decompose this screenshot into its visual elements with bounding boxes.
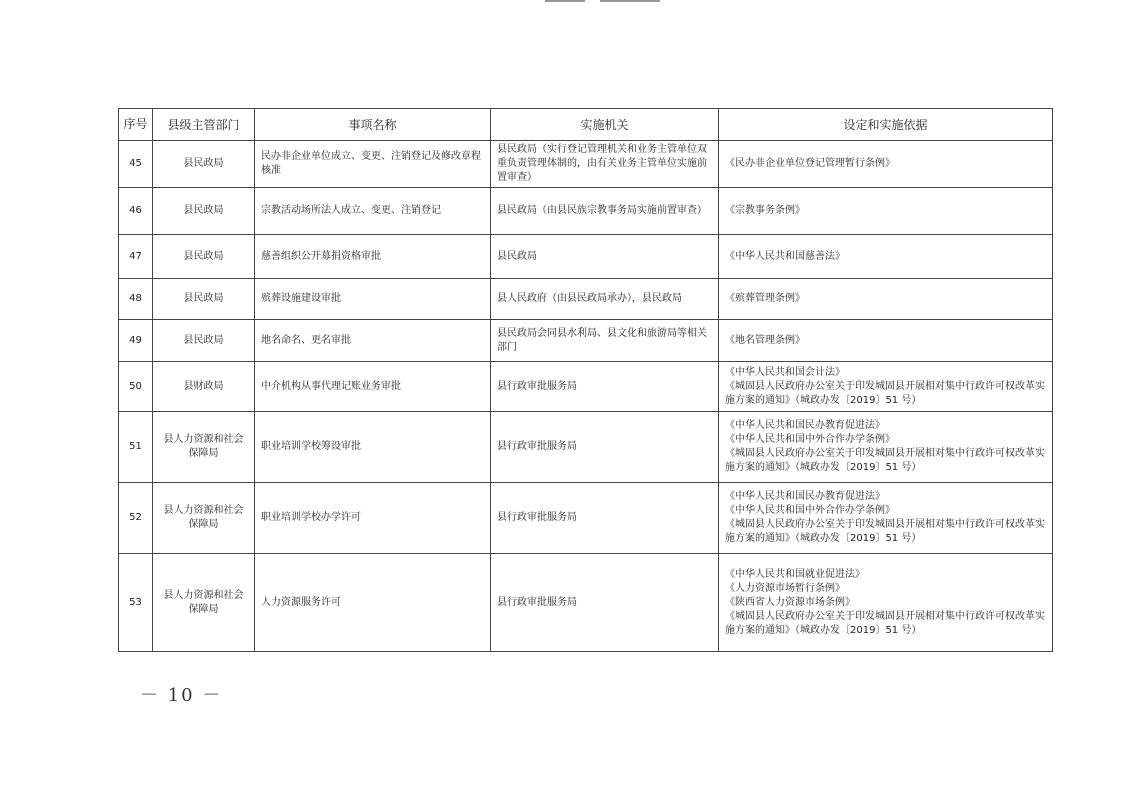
cell-item-name: 宗教活动场所法人成立、变更、注销登记 [255,188,491,235]
cell-legal-basis: 《地名管理条例》 [719,320,1053,362]
cell-agency: 县民政局 [491,235,719,279]
cell-item-name: 人力资源服务许可 [255,554,491,652]
cell-serial-number: 52 [119,483,153,554]
permit-items-table [118,108,1053,652]
cell-legal-basis: 《宗教事务条例》 [719,188,1053,235]
cell-agency: 县民政局会同县水利局、县文化和旅游局等相关部门 [491,320,719,362]
table-row [119,141,1053,188]
cell-serial-number: 51 [119,412,153,483]
cell-department: 县民政局 [153,279,255,320]
table-header-row [119,109,1053,141]
cell-serial-number: 47 [119,235,153,279]
cell-legal-basis: 《民办非企业单位登记管理暂行条例》 [719,141,1053,188]
cell-department: 县人力资源和社会保障局 [153,483,255,554]
cell-legal-basis: 《中华人民共和国慈善法》 [719,235,1053,279]
cell-department: 县人力资源和社会保障局 [153,412,255,483]
table-row [119,483,1053,554]
cell-department: 县财政局 [153,362,255,412]
cell-item-name: 职业培训学校办学许可 [255,483,491,554]
cell-item-name: 职业培训学校筹设审批 [255,412,491,483]
header-item-name: 事项名称 [255,109,491,141]
scan-artifact [545,0,585,2]
cell-agency: 县行政审批服务局 [491,554,719,652]
header-legal-basis: 设定和实施依据 [719,109,1053,141]
cell-item-name: 民办非企业单位成立、变更、注销登记及修改章程核准 [255,141,491,188]
cell-item-name: 慈善组织公开募捐资格审批 [255,235,491,279]
cell-serial-number: 53 [119,554,153,652]
cell-department: 县民政局 [153,320,255,362]
cell-department: 县民政局 [153,141,255,188]
header-serial-number: 序号 [119,109,153,141]
cell-agency: 县民政局（实行登记管理机关和业务主管单位双重负责管理体制的，由有关业务主管单位实施前置审查） [491,141,719,188]
cell-item-name: 殡葬设施建设审批 [255,279,491,320]
cell-serial-number: 48 [119,279,153,320]
cell-department: 县人力资源和社会保障局 [153,554,255,652]
page-number: － 10 － [140,685,223,706]
cell-agency: 县民政局（由县民族宗教事务局实施前置审查） [491,188,719,235]
header-department: 县级主管部门 [153,109,255,141]
cell-agency: 县行政审批服务局 [491,362,719,412]
cell-department: 县民政局 [153,235,255,279]
table-row [119,554,1053,652]
cell-serial-number: 49 [119,320,153,362]
table-row [119,362,1053,412]
cell-legal-basis: 《中华人民共和国会计法》 《城固县人民政府办公室关于印发城固县开展相对集中行政许可权改革实施方案的通知》（城政办发〔2019〕51 号） [719,362,1053,412]
cell-serial-number: 46 [119,188,153,235]
cell-legal-basis: 《中华人民共和国民办教育促进法》 《中华人民共和国中外合作办学条例》 《城固县人民政府办公室关于印发城固县开展相对集中行政许可权改革实施方案的通知》（城政办发〔2019〕51 号） [719,483,1053,554]
cell-agency: 县人民政府（由县民政局承办），县民政局 [491,279,719,320]
table-row [119,235,1053,279]
table-row [119,320,1053,362]
scan-artifact [600,0,660,2]
cell-legal-basis: 《殡葬管理条例》 [719,279,1053,320]
cell-item-name: 地名命名、更名审批 [255,320,491,362]
cell-department: 县民政局 [153,188,255,235]
cell-item-name: 中介机构从事代理记账业务审批 [255,362,491,412]
cell-serial-number: 45 [119,141,153,188]
table-row [119,279,1053,320]
table-row [119,188,1053,235]
cell-legal-basis: 《中华人民共和国民办教育促进法》 《中华人民共和国中外合作办学条例》 《城固县人民政府办公室关于印发城固县开展相对集中行政许可权改革实施方案的通知》（城政办发〔2019〕51 号） [719,412,1053,483]
header-agency: 实施机关 [491,109,719,141]
cell-agency: 县行政审批服务局 [491,483,719,554]
cell-serial-number: 50 [119,362,153,412]
table-row [119,412,1053,483]
cell-legal-basis: 《中华人民共和国就业促进法》 《人力资源市场暂行条例》 《陕西省人力资源市场条例》 《城固县人民政府办公室关于印发城固县开展相对集中行政许可权改革实施方案的通知》（城政办发〔2019〕51 号） [719,554,1053,652]
cell-agency: 县行政审批服务局 [491,412,719,483]
